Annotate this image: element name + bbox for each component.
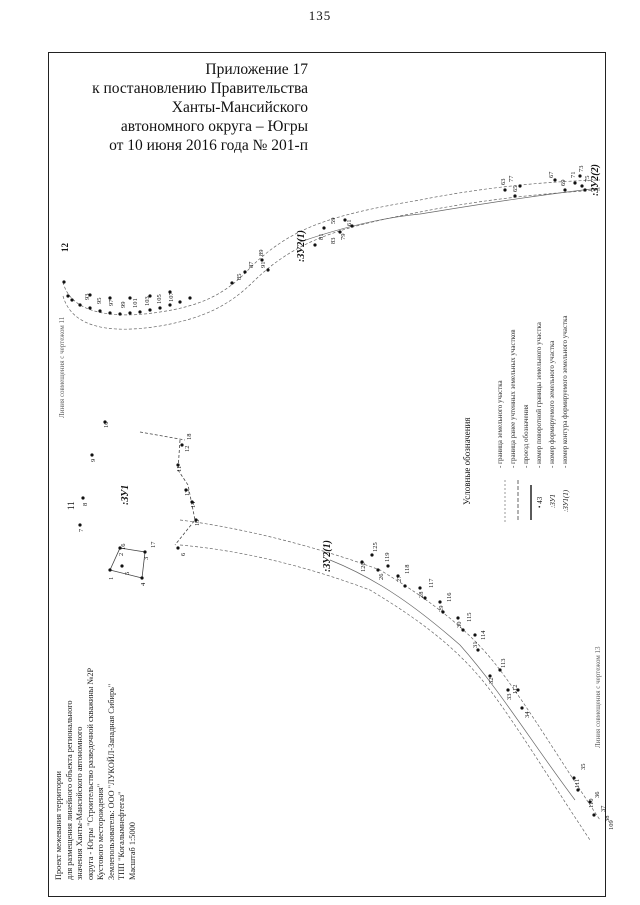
point-label-lower-7: 117: [428, 578, 435, 588]
point-label-lower-11: 115: [466, 612, 473, 622]
point-label-upper-24: 61: [346, 219, 353, 226]
upper-corridor-lines: [63, 180, 600, 329]
point-label-zu1-1: 2: [118, 552, 125, 556]
point-label-lower-18: 34: [524, 711, 531, 718]
lower-corridor-lines: [180, 520, 600, 840]
point-label-lower-17: 112: [512, 684, 519, 694]
point-label-lower-4: 27: [396, 575, 403, 582]
zone-label-zu2-1-lower: :ЗУ2(1): [322, 540, 333, 572]
point-label-lower-8: 29: [438, 605, 445, 612]
point-label-upper-23: 107: [168, 292, 175, 302]
point-label-zu1-12: 13: [184, 489, 191, 496]
point-label-lower-2: 26: [378, 573, 385, 580]
legend-symbols: [505, 480, 531, 522]
point-label-lower-19: 111: [574, 778, 581, 788]
project-info: [54, 668, 138, 880]
project-info-line-6: Землепользователь: ООО "ЛУКОЙЛ-Западная Сибирь": [106, 683, 116, 880]
point-label-upper-13: 87: [248, 261, 255, 268]
point-label-upper-14: 89: [258, 249, 265, 256]
point-label-zu1-7: 8: [82, 502, 89, 506]
point-label-upper-6: 73: [578, 165, 585, 172]
appendix-line-5: от 10 июня 2016 года № 201-п: [109, 137, 308, 154]
legend-symbol-point: • 43: [536, 496, 544, 508]
page-number: 135: [308, 8, 332, 23]
point-label-upper-19: 99: [120, 301, 127, 308]
zu1-outline: [110, 432, 195, 578]
point-label-lower-25: 109: [608, 820, 615, 830]
point-label-zu1-10: 11: [176, 465, 183, 472]
point-label-zu1-13: 14: [190, 501, 197, 508]
point-label-upper-20: 101: [132, 298, 139, 308]
point-label-upper-3: 67: [548, 171, 555, 178]
point-label-zu1-6: 7: [78, 528, 85, 532]
point-label-zu1-11: 12: [184, 445, 191, 452]
point-label-upper-11: 83: [330, 237, 337, 244]
point-label-zu1-17: 18: [186, 433, 193, 440]
point-label-zu1-5: 6: [180, 552, 187, 556]
legend-item-5: - номер формируемого земельного участка: [548, 340, 556, 468]
appendix-line-2: к постановлению Правительства: [92, 80, 308, 97]
point-label-zu1-2: 3: [143, 556, 150, 560]
point-label-lower-13: 114: [480, 630, 487, 640]
boundary-note-top: Линия совмещения с чертежом 11: [58, 316, 66, 418]
point-label-zu1-8: 9: [90, 458, 97, 462]
point-label-upper-4: 69: [560, 179, 567, 186]
point-label-upper-21: 103: [144, 296, 151, 306]
project-info-line-1: Проект межевания территории: [54, 771, 63, 880]
point-label-upper-16: 93: [84, 293, 91, 300]
point-label-upper-22: 105: [156, 294, 163, 304]
legend-symbol-zu1: :ЗУ1: [549, 494, 557, 508]
point-label-lower-23: 37: [600, 805, 607, 812]
point-label-lower-3: 119: [384, 552, 391, 562]
project-info-line-2: для размещения линейного объекта регионального: [64, 700, 74, 880]
project-info-line-7: ТПП "Когалымнефтегаз": [117, 791, 126, 880]
boundary-note-bottom: Линия совмещения с чертежом 13: [594, 646, 602, 748]
point-label-lower-12: 31: [472, 641, 479, 648]
project-info-line-8: Масштаб 1:5000: [127, 822, 137, 880]
point-label-upper-10: 81: [318, 233, 325, 240]
legend-item-2: - граница ранее учтенных земельных участков: [509, 329, 517, 468]
point-label-lower-0: 120: [360, 562, 367, 572]
point-label-lower-5: 118: [404, 564, 411, 574]
point-label-upper-5: 71: [570, 171, 577, 178]
upper-points: [62, 171, 586, 315]
appendix-line-4: автономного округа – Югры: [120, 118, 308, 135]
point-label-zu1-0: 1: [108, 576, 115, 580]
point-label-upper-15: 91: [260, 261, 267, 268]
point-label-upper-0: 59: [330, 217, 337, 224]
point-label-upper-9: 79: [340, 233, 347, 240]
point-label-lower-24: 38: [604, 815, 611, 822]
legend-item-6: - номер контура формируемого земельного участка: [561, 315, 569, 468]
point-label-lower-21: 110: [588, 798, 595, 808]
legend-item-4: - номер поворотной границы земельного участка: [535, 322, 543, 468]
point-label-upper-8: 77: [508, 175, 515, 182]
point-label-lower-1: 125: [372, 542, 379, 552]
project-info-line-3: значения Ханты-Мансийского автономного: [75, 726, 84, 880]
point-label-zu1-16: 17: [150, 541, 157, 548]
project-info-line-4: округа - Югры "Строительство разведочной скважины №2Р: [85, 667, 95, 880]
point-label-zu1-9: 10: [103, 421, 110, 428]
zone-label-zu2-1-upper: :ЗУ2(1): [296, 230, 307, 262]
legend-item-3: - проезд обозначения: [522, 404, 530, 468]
point-label-lower-14: 32: [488, 677, 495, 684]
point-label-upper-12: 85: [236, 273, 243, 280]
point-label-upper-18: 97: [108, 299, 115, 306]
point-label-lower-16: 33: [506, 693, 513, 700]
point-label-zu1-14: 15: [194, 519, 201, 526]
legend-title: Условные обозначения: [462, 417, 472, 505]
point-label-lower-6: 28: [418, 591, 425, 598]
point-label-lower-20: 35: [580, 763, 587, 770]
legend-symbol-zu1-1: :ЗУ1(1): [562, 489, 570, 512]
point-label-lower-15: 113: [500, 658, 507, 668]
project-info-line-5: Кустового месторождения": [96, 783, 105, 880]
zone-label-zu1: :ЗУ1: [120, 484, 131, 505]
sheet-label-12: 12: [60, 243, 70, 252]
zone-label-zu2-2: :ЗУ2(2): [590, 164, 601, 196]
sheet-label-11: 11: [66, 501, 76, 510]
point-label-lower-22: 36: [594, 791, 601, 798]
point-label-upper-17: 95: [96, 297, 103, 304]
point-label-zu1-4: 5: [124, 571, 131, 575]
point-label-upper-7: 75: [584, 175, 591, 182]
point-label-upper-1: 63: [500, 178, 507, 185]
point-label-zu1-15: 16: [120, 543, 127, 550]
appendix-line-3: Ханты-Мансийского: [171, 99, 308, 116]
lower-points: [360, 553, 595, 816]
point-label-lower-10: 30: [456, 621, 463, 628]
legend-item-1: - граница земельного участка: [496, 380, 504, 468]
point-label-lower-9: 116: [446, 592, 453, 602]
point-label-zu1-3: 4: [140, 582, 147, 586]
appendix-line-1: Приложение 17: [205, 61, 308, 78]
point-label-upper-2: 65: [512, 185, 519, 192]
